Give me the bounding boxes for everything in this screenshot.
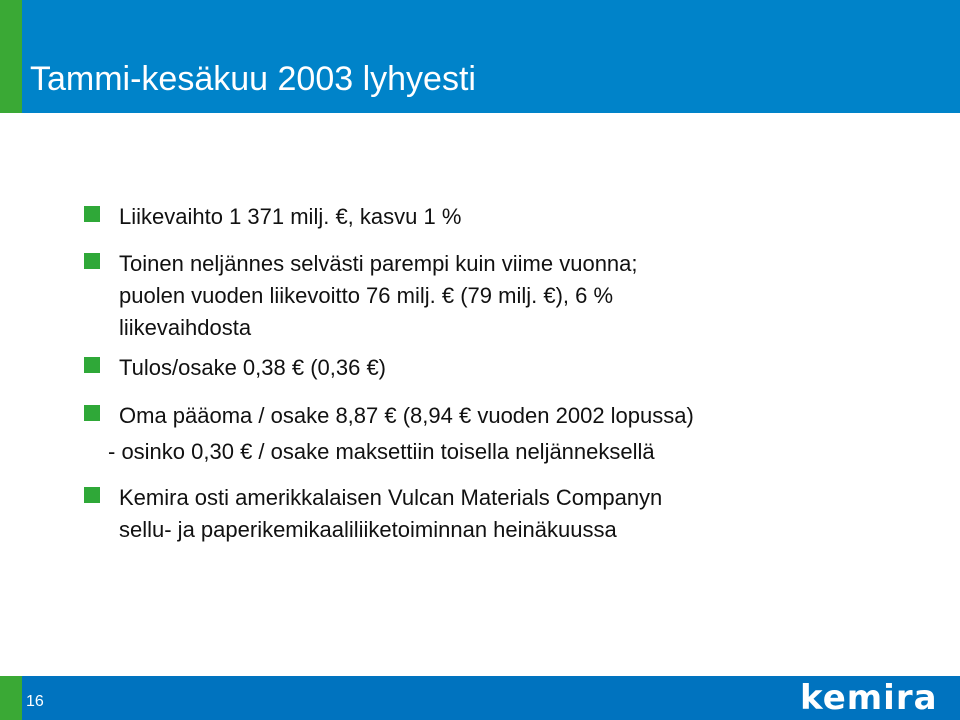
footer-green-accent	[0, 676, 22, 720]
square-bullet-icon	[84, 357, 100, 373]
title-bar	[0, 0, 960, 113]
slide-title: Tammi-kesäkuu 2003 lyhyesti	[30, 60, 476, 98]
bullet-item-earnings-per-share	[84, 352, 386, 384]
square-bullet-icon	[84, 253, 100, 269]
bullet-item-equity-per-share	[84, 400, 694, 432]
bullet-item-second-quarter	[84, 248, 638, 344]
title-green-accent	[0, 0, 22, 113]
bullet-item-revenue	[84, 201, 461, 233]
bullet-line: Tulos/osake 0,38 € (0,36 €)	[119, 355, 387, 380]
bullet-line: puolen vuoden liikevoitto 76 milj. € (79 milj. €), 6 %	[119, 283, 614, 308]
bullet-line: liikevaihdosta	[119, 315, 252, 340]
page-number: 16	[26, 693, 44, 710]
bullet-line: Liikevaihto 1 371 milj. €, kasvu 1 %	[119, 204, 462, 229]
square-bullet-icon	[84, 206, 100, 222]
bullet-line: sellu- ja paperikemikaaliliiketoiminnan heinäkuussa	[119, 517, 617, 542]
bullet-line: Toinen neljännes selvästi parempi kuin viime vuonna;	[119, 251, 638, 276]
kemira-logo: kemira	[800, 678, 938, 718]
bullet-line: Oma pääoma / osake 8,87 € (8,94 € vuoden 2002 lopussa)	[119, 403, 694, 428]
dividend-sub-line: - osinko 0,30 € / osake maksettiin toisella neljänneksellä	[108, 439, 655, 464]
square-bullet-icon	[84, 487, 100, 503]
square-bullet-icon	[84, 405, 100, 421]
bullet-line: Kemira osti amerikkalaisen Vulcan Materials Companyn	[119, 485, 663, 510]
bullet-item-acquisition	[84, 482, 662, 546]
